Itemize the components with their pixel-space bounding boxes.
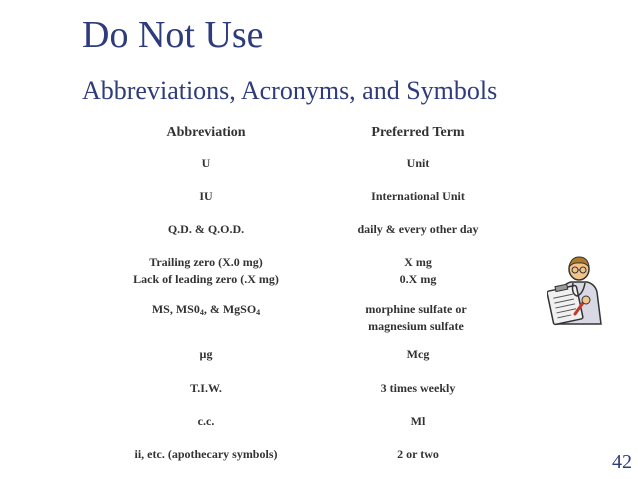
preferred-term-line: 3 times weekly xyxy=(380,381,456,395)
abbreviation-line: IU xyxy=(199,189,213,203)
preferred-term-cell xyxy=(397,446,439,463)
preferred-term-line: morphine sulfate or xyxy=(365,302,467,316)
abbreviation-line: Q.D. & Q.O.D. xyxy=(167,222,245,236)
preferred-term-cell xyxy=(407,155,430,172)
preferred-term-line: 2 or two xyxy=(397,447,439,461)
abbreviation-cell xyxy=(133,254,279,288)
abbreviation-cell xyxy=(198,413,215,430)
abbreviation-line: U xyxy=(201,156,211,170)
preferred-term-cell xyxy=(365,301,466,335)
abbreviation-cell xyxy=(190,380,222,397)
preferred-term-cell xyxy=(381,380,456,397)
abbreviation-line: Lack of leading zero (.X mg) xyxy=(133,272,279,286)
abbreviation-line: c.c. xyxy=(197,414,215,428)
subscript: 4 xyxy=(199,308,204,317)
slide-title: Do Not Use xyxy=(82,14,264,56)
preferred-term-line: daily & every other day xyxy=(357,222,479,236)
preferred-term-line: Mcg xyxy=(406,347,430,361)
abbreviation-cell xyxy=(199,188,212,205)
abbreviation-line: T.I.W. xyxy=(190,381,222,395)
preferred-term-column-header: Preferred Term xyxy=(371,125,465,140)
abbreviation-line xyxy=(152,301,260,318)
abbreviation-line: Trailing zero (X.0 mg) xyxy=(149,255,263,269)
doctor-with-clipboard-icon xyxy=(547,254,611,326)
preferred-term-line: X mg xyxy=(404,255,432,269)
abbreviation-text: , & MgSO xyxy=(203,302,257,316)
preferred-term-line: Unit xyxy=(406,156,430,170)
abbreviation-cell xyxy=(168,221,244,238)
preferred-term-cell xyxy=(407,346,430,363)
abbreviation-line: µg xyxy=(199,347,213,361)
subscript: 4 xyxy=(256,308,261,317)
preferred-term-cell xyxy=(371,188,465,205)
preferred-term-line: magnesium sulfate xyxy=(368,319,464,333)
abbreviation-cell xyxy=(200,346,213,363)
abbreviation-text: MS, MS0 xyxy=(151,302,200,316)
slide-subtitle: Abbreviations, Acronyms, and Symbols xyxy=(82,76,498,105)
preferred-term-line: International Unit xyxy=(371,189,465,203)
abbreviation-column-header: Abbreviation xyxy=(166,125,246,140)
preferred-term-cell xyxy=(400,254,437,288)
preferred-term-cell xyxy=(411,413,426,430)
page-number: 42 xyxy=(612,451,632,473)
preferred-term-line: Ml xyxy=(410,414,426,428)
abbreviation-cell xyxy=(135,446,278,463)
abbreviation-cell xyxy=(152,301,260,318)
preferred-term-cell xyxy=(357,221,478,238)
abbreviation-line: ii, etc. (apothecary symbols) xyxy=(134,447,278,461)
abbreviation-cell xyxy=(202,155,211,172)
preferred-term-line: 0.X mg xyxy=(399,272,437,286)
